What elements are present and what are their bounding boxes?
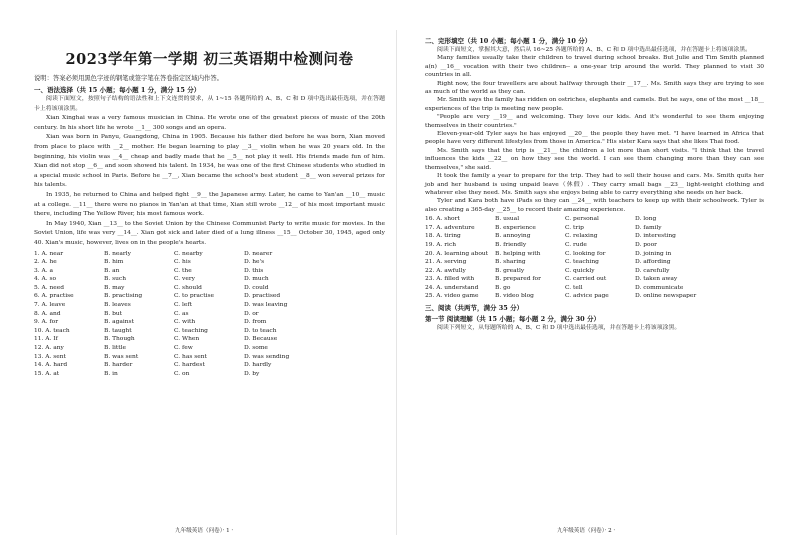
option-choice: B. go	[495, 284, 511, 291]
option-choice: B. such	[104, 276, 126, 283]
option-choice: C. When	[174, 336, 200, 343]
option-choice: B. sharing	[495, 259, 526, 266]
option-a-with-number: 23. A. filled with	[425, 276, 475, 283]
option-choice: B. against	[104, 319, 134, 326]
option-choice: C. should	[174, 284, 202, 291]
option-choice: C. looking for	[565, 250, 606, 257]
option-choice: C. nearby	[174, 250, 203, 257]
option-choice: C. rude	[565, 241, 587, 248]
option-choice: B. an	[104, 267, 120, 274]
option-a-with-number: 13. A. sent	[34, 353, 66, 360]
option-a-with-number: 6. A. practise	[34, 293, 74, 300]
option-choice: B. practising	[104, 293, 143, 300]
passage-paragraph: In 1935, he returned to China and helped fight __9__ the Japanese army. Later, he came to Yan'an __10__ music at a college. __11__ there were no pianos in Yan'an at that time, Xian still wrote __12__ of his most important music there, including The Yellow River, his most famous work.	[34, 191, 385, 218]
option-a-with-number: 9. A. for	[34, 319, 59, 326]
passage-paragraph: It took the family a year to prepare for the trip. They had to sell their house and cars. Ms. Smith quits her job and her husband is using unpaid leave（休假）. They carry small bags __23__ light-weight clothing and whatever else they need. Ms. Smith says she enjoys being able to carry everything she needs on her back.	[425, 173, 764, 196]
option-choice: C. few	[174, 345, 193, 352]
option-choice: B. friendly	[495, 241, 527, 248]
section-three-subheading: 第一节 阅读理解（共 15 小题；每小题 2 分，满分 30 分）	[425, 315, 600, 324]
option-choice: D. was leaving	[244, 302, 288, 309]
option-a-with-number: 14. A. hard	[34, 362, 68, 369]
option-choice: B. nearly	[104, 250, 131, 257]
option-choice: B. annoying	[495, 233, 531, 240]
option-choice: B. was sent	[104, 353, 139, 360]
option-choice: C. teaching	[174, 327, 208, 334]
option-choice: D. online newspaper	[635, 293, 697, 300]
option-a-with-number: 25. A. video game	[425, 293, 479, 300]
option-a-with-number: 20. A. learning about	[425, 250, 489, 257]
option-a-with-number: 10. A. teach	[34, 327, 70, 334]
option-a-with-number: 17. A. adventure	[425, 224, 475, 231]
option-choice: D. much	[244, 276, 269, 283]
option-choice: D. hardly	[244, 362, 272, 369]
option-choice: B. harder	[104, 362, 133, 369]
option-choice: D. by	[244, 370, 260, 377]
option-choice: C. his	[174, 259, 191, 266]
option-choice: B. Though	[104, 336, 135, 343]
option-choice: C. teaching	[565, 259, 599, 266]
options-grid-two	[425, 215, 764, 301]
option-choice: D. interesting	[635, 233, 676, 240]
option-choice: B. experience	[495, 224, 536, 231]
option-a-with-number: 24. A. understand	[425, 284, 479, 291]
option-a-with-number: 16. A. short	[425, 216, 460, 223]
passage-paragraph: Xian was born in Panyu, Guangdong, China in 1905. Because his father died before he was born, Xian moved from place to place with __2__ mother. He began learning to play __3__ violin when he was 20 years old. In the beginning, his violin was __4__ cheap and badly made that he __5__ not play it well. His friends made fun of him. Xian did not stop __6__ and soon showed his talent. In 1934, he was one of the first Chinese students who studied in a special music school in Paris. Before he __7__, Xian became the school's best student __8__ won several prizes for his talents.	[34, 134, 385, 189]
option-choice: C. quickly	[565, 267, 595, 274]
section-three-heading: 三、阅读（共两节，满分 35 分）	[425, 304, 524, 313]
option-choice: D. he's	[244, 259, 265, 266]
option-choice: B. may	[104, 284, 125, 291]
option-a-with-number: 21. A. serving	[425, 259, 467, 266]
option-choice: D. to teach	[244, 327, 277, 334]
option-choice: B. video blog	[495, 293, 534, 300]
option-choice: B. helping with	[495, 250, 541, 257]
section-one-instructions: 阅读下面短文，按照句子结构的语法性和上下文连贯的要求，从 1~15 各题所给的 A、B、C 和 D 项中选出最佳选项，并在答题卡上将该项涂黑。	[34, 96, 385, 112]
option-choice: B. but	[104, 310, 123, 317]
option-a-with-number: 3. A. a	[34, 267, 54, 274]
option-choice: C. trip	[565, 224, 584, 231]
section-three-instructions: 阅读下列短文，从每题所给的 A、B、C 和 D 项中选出最佳选项，并在答题卡上将该项涂黑。	[437, 325, 681, 332]
option-choice: D. taken away	[635, 276, 678, 283]
passage-paragraph: Eleven-year-old Tyler says he has enjoyed __20__ the people they have met. "I have learned in Africa that people have very different lifestyles from those in America." His sister Kara says that she likes Thai food.	[425, 131, 764, 146]
option-a-with-number: 2. A. he	[34, 259, 57, 266]
option-choice: D. some	[244, 345, 268, 352]
option-a-with-number: 11. A. If	[34, 336, 58, 343]
passage-paragraph: Xian Xinghai was a very famous musician in China. He wrote one of the greatest pieces of music of the 20th century. In his short life he wrote __1__ 300 songs and an opera.	[34, 115, 385, 131]
option-choice: C. left	[174, 302, 192, 309]
option-choice: C. the	[174, 267, 192, 274]
option-choice: C. advice page	[565, 293, 609, 300]
option-choice: C. relaxing	[565, 233, 598, 240]
section-two-heading: 二、完形填空（共 10 小题；每小题 1 分，满分 10 分）	[425, 37, 592, 45]
option-a-with-number: 7. A. leave	[34, 302, 66, 309]
option-a-with-number: 12. A. any	[34, 345, 64, 352]
option-choice: B. in	[104, 370, 118, 377]
option-choice: D. joining in	[635, 250, 672, 257]
option-a-with-number: 22. A. awfully	[425, 267, 466, 274]
option-choice: C. to practise	[174, 293, 214, 300]
exam-title: 2023学年第一学期 初三英语期中检测问卷	[65, 51, 354, 68]
passage-paragraph: "People are very __19__ and welcoming. They love our kids. And it's wonderful to see them enjoying themselves in their countries."	[425, 114, 764, 129]
option-a-with-number: 18. A. tiring	[425, 233, 461, 240]
passage-paragraph: Many families usually take their children to travel during school breaks. But Julie and Tim Smith planned a(n) __16__ vocation with their two children-- a one-year trip around the world. They planned to visit 30 countries in all.	[425, 55, 764, 79]
passage-paragraph: In May 1940, Xian __13__ to the Soviet Union by the Chinese Communist Party to write music for movies. In the Soviet Union, life was very __14__. Xian got sick and later died of a lung illness __15__ October 30, 1945, aged only 40. Xian's music, however, lives on in the people's hearts.	[34, 220, 385, 246]
section-two-instructions: 阅读下面短文，掌握其大意，然后从 16~25 各题所给的 A、B、C 和 D 项中选出最佳选项，并在答题卡上将该项涂黑。	[437, 47, 752, 53]
option-a-with-number: 19. A. rich	[425, 241, 457, 248]
option-choice: C. on	[174, 370, 190, 377]
option-choice: D. was sending	[244, 353, 290, 360]
option-choice: D. poor	[635, 241, 657, 248]
option-choice: B. greatly	[495, 267, 525, 274]
option-choice: C. with	[174, 319, 196, 326]
option-a-with-number: 5. A. need	[34, 284, 65, 291]
passage-paragraph: Mr. Smith says the family has ridden on ostriches, elephants and camels. But he says, one of the most __18__ experiences of the trip is meeting new people.	[425, 97, 764, 112]
option-choice: D. or	[244, 310, 259, 317]
option-choice: B. usual	[495, 216, 520, 223]
option-choice: D. long	[635, 216, 657, 223]
option-choice: B. leaves	[104, 302, 131, 309]
option-choice: C. has sent	[174, 353, 207, 360]
option-choice: B. prepared for	[495, 276, 541, 283]
option-choice: D. carefully	[635, 267, 670, 274]
option-choice: D. this	[244, 267, 264, 274]
option-choice: D. communicate	[635, 284, 684, 291]
option-choice: C. very	[174, 276, 195, 283]
option-a-with-number: 8. A. and	[34, 310, 61, 317]
passage-paragraph: Ms. Smith says that the trip is __21__ the children a lot more than short visits. "I think that the travel influences the kids __22__ on how they see the world. I can see them changing more than they can see themselves," she said.	[425, 147, 764, 171]
page-two	[397, 0, 794, 548]
option-choice: B. him	[104, 259, 124, 266]
option-choice: C. carried out	[565, 276, 607, 283]
passage-paragraph: Tyler and Kara both have iPads so they can __24__ with teachers to keep up with their schoolwork. Tyler is also creating a 365-day __25__ to record their amazing experience.	[425, 198, 764, 213]
option-a-with-number: 1. A. near	[34, 250, 64, 257]
option-choice: D. from	[244, 319, 267, 326]
option-a-with-number: 15. A. at	[34, 370, 60, 377]
page-footer: 九年级英语（问卷）· 2 ·	[557, 528, 616, 534]
option-choice: D. could	[244, 284, 269, 291]
passage-paragraph: Right now, the four travellers are about halfway through their __17__. Ms. Smith says they are trying to see as much of the world as they can.	[425, 80, 764, 96]
option-choice: D. affording	[635, 259, 671, 266]
option-choice: C. as	[174, 310, 189, 317]
option-choice: B. little	[104, 345, 126, 352]
exam-note: 说明：答案必须用黑色字迹的钢笔或签字笔在答卷指定区域内作答。	[34, 75, 223, 82]
option-a-with-number: 4. A. so	[34, 276, 57, 283]
section-one-heading: 一、语法选择（共 15 小题；每小题 1 分，满分 15 分）	[34, 86, 201, 94]
options-grid-one	[34, 250, 385, 379]
option-choice: C. personal	[565, 216, 599, 223]
option-choice: B. taught	[104, 327, 132, 334]
option-choice: D. Because	[244, 336, 278, 343]
option-choice: D. nearer	[244, 250, 273, 257]
page-footer: 九年级英语（问卷）· 1 ·	[175, 528, 234, 534]
option-choice: C. hardest	[174, 362, 205, 369]
option-choice: D. family	[635, 224, 662, 231]
option-choice: D. practised	[244, 293, 281, 300]
option-choice: C. tell	[565, 284, 583, 291]
